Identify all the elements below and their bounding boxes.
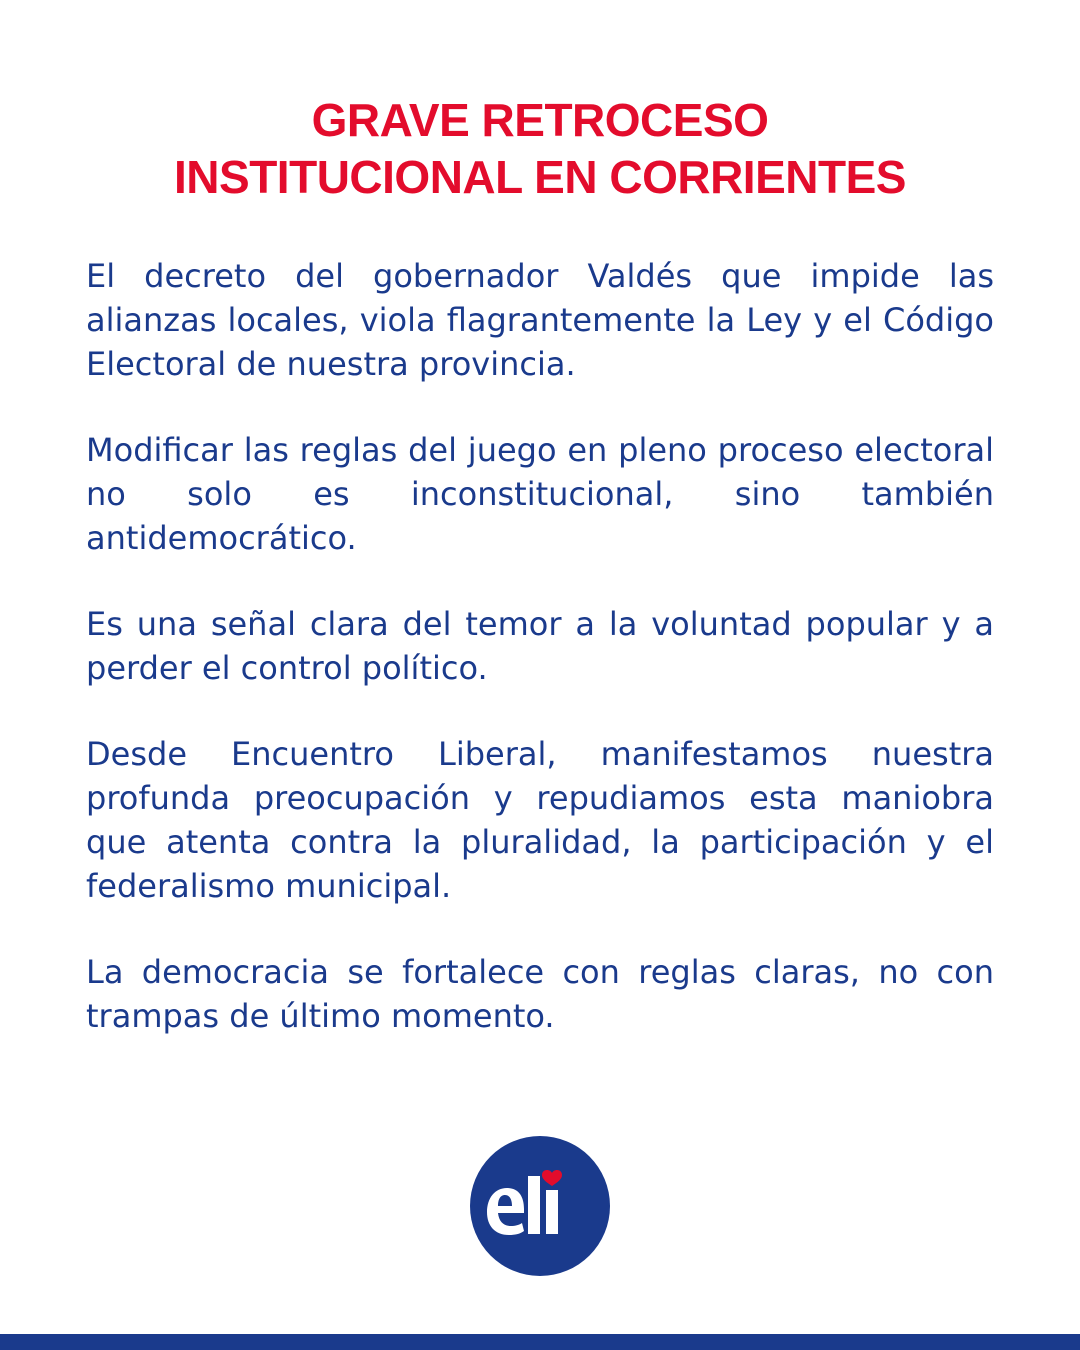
title-line-2: INSTITUCIONAL EN CORRIENTES (174, 151, 906, 203)
heart-icon (542, 1170, 562, 1186)
title-line-1: GRAVE RETROCESO (311, 94, 769, 146)
paragraph-decree: El decreto del gobernador Valdés que impide las alianzas locales, viola flagrantemente la Ley y el Código Electoral de nuestra provincia. (86, 257, 994, 383)
eli-logo (470, 1136, 610, 1276)
logo-letter-i (546, 1190, 558, 1234)
footer-bar (0, 1334, 1080, 1350)
logo-letter-e (487, 1188, 524, 1235)
paragraph-democracy: La democracia se fortalece con reglas claras, no con trampas de último momento. (86, 953, 994, 1035)
paragraph-signal: Es una señal clara del temor a la voluntad popular y a perder el control político. (86, 605, 994, 687)
logo-letter-l (528, 1176, 540, 1234)
page-title (0, 92, 1080, 206)
paragraph-rules: Modificar las reglas del juego en pleno proceso electoral no solo es inconstitucional, sino también antidemocrático. (86, 431, 994, 557)
eli-logo-mark (470, 1136, 610, 1276)
paragraph-position: Desde Encuentro Liberal, manifestamos nuestra profunda preocupación y repudiamos esta maniobra que atenta contra la pluralidad, la participación y el federalismo municipal. (86, 735, 994, 905)
statement-body (86, 254, 994, 1038)
